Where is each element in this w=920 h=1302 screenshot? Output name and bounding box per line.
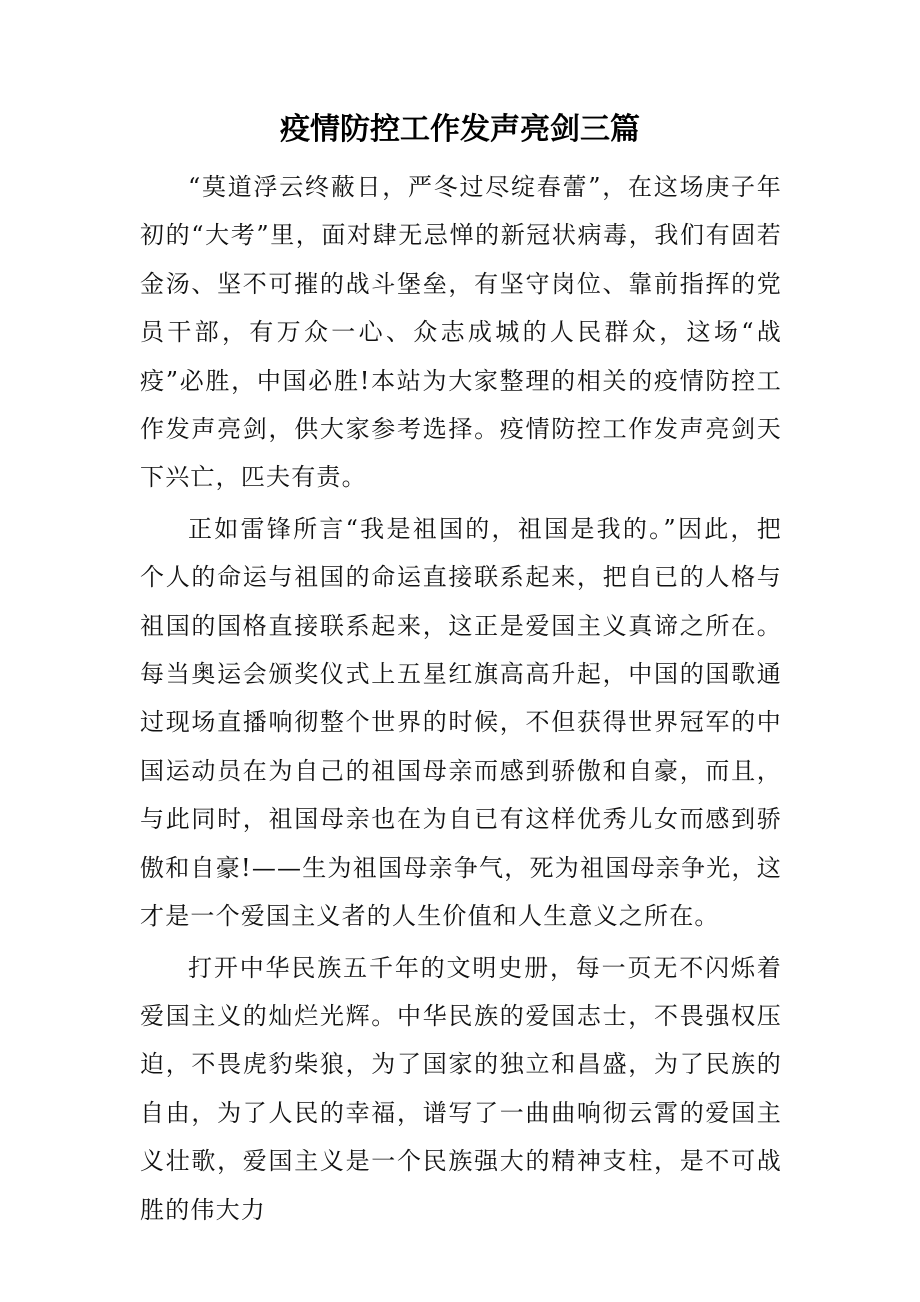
paragraph-1: “莫道浮云终蔽日，严冬过尽绽春蕾”，在这场庚子年初的“大考”里，面对肆无忌惮的新冠状病毒，我们有固若金汤、坚不可摧的战斗堡垒，有坚守岗位、靠前指挥的党员干部，有万众一心、众志成城的人民群众，这场“战疫”必胜，中国必胜!本站为大家整理的相关的疫情防控工作发声亮剑，供大家参考选择。疫情防控工作发声亮剑天下兴亡，匹夫有责。: [140, 173, 782, 492]
document-body: [140, 163, 782, 1234]
paragraph-3: 打开中华民族五千年的文明史册，每一页无不闪烁着爱国主义的灿烂光辉。中华民族的爱国志士，不畏强权压迫，不畏虎豹柴狼，为了国家的独立和昌盛，为了民族的自由，为了人民的幸福，谱写了一曲曲响彻云霄的爱国主义壮歌，爱国主义是一个民族强大的精神支柱，是不可战胜的伟大力: [140, 953, 782, 1224]
paragraph-2: 正如雷锋所言“我是祖国的，祖国是我的。”因此，把个人的命运与祖国的命运直接联系起来，把自已的人格与祖国的国格直接联系起来，这正是爱国主义真谛之所在。每当奥运会颁奖仪式上五星红旗高高升起，中国的国歌通过现场直播响彻整个世界的时候，不但获得世界冠军的中国运动员在为自己的祖国母亲而感到骄傲和自豪，而且，与此同时，祖国母亲也在为自已有这样优秀儿女而感到骄傲和自豪!——生为祖国母亲争气，死为祖国母亲争光，这才是一个爱国主义者的人生价值和人生意义之所在。: [140, 514, 782, 931]
document-title: 疫情防控工作发声亮剑三篇: [280, 112, 640, 147]
